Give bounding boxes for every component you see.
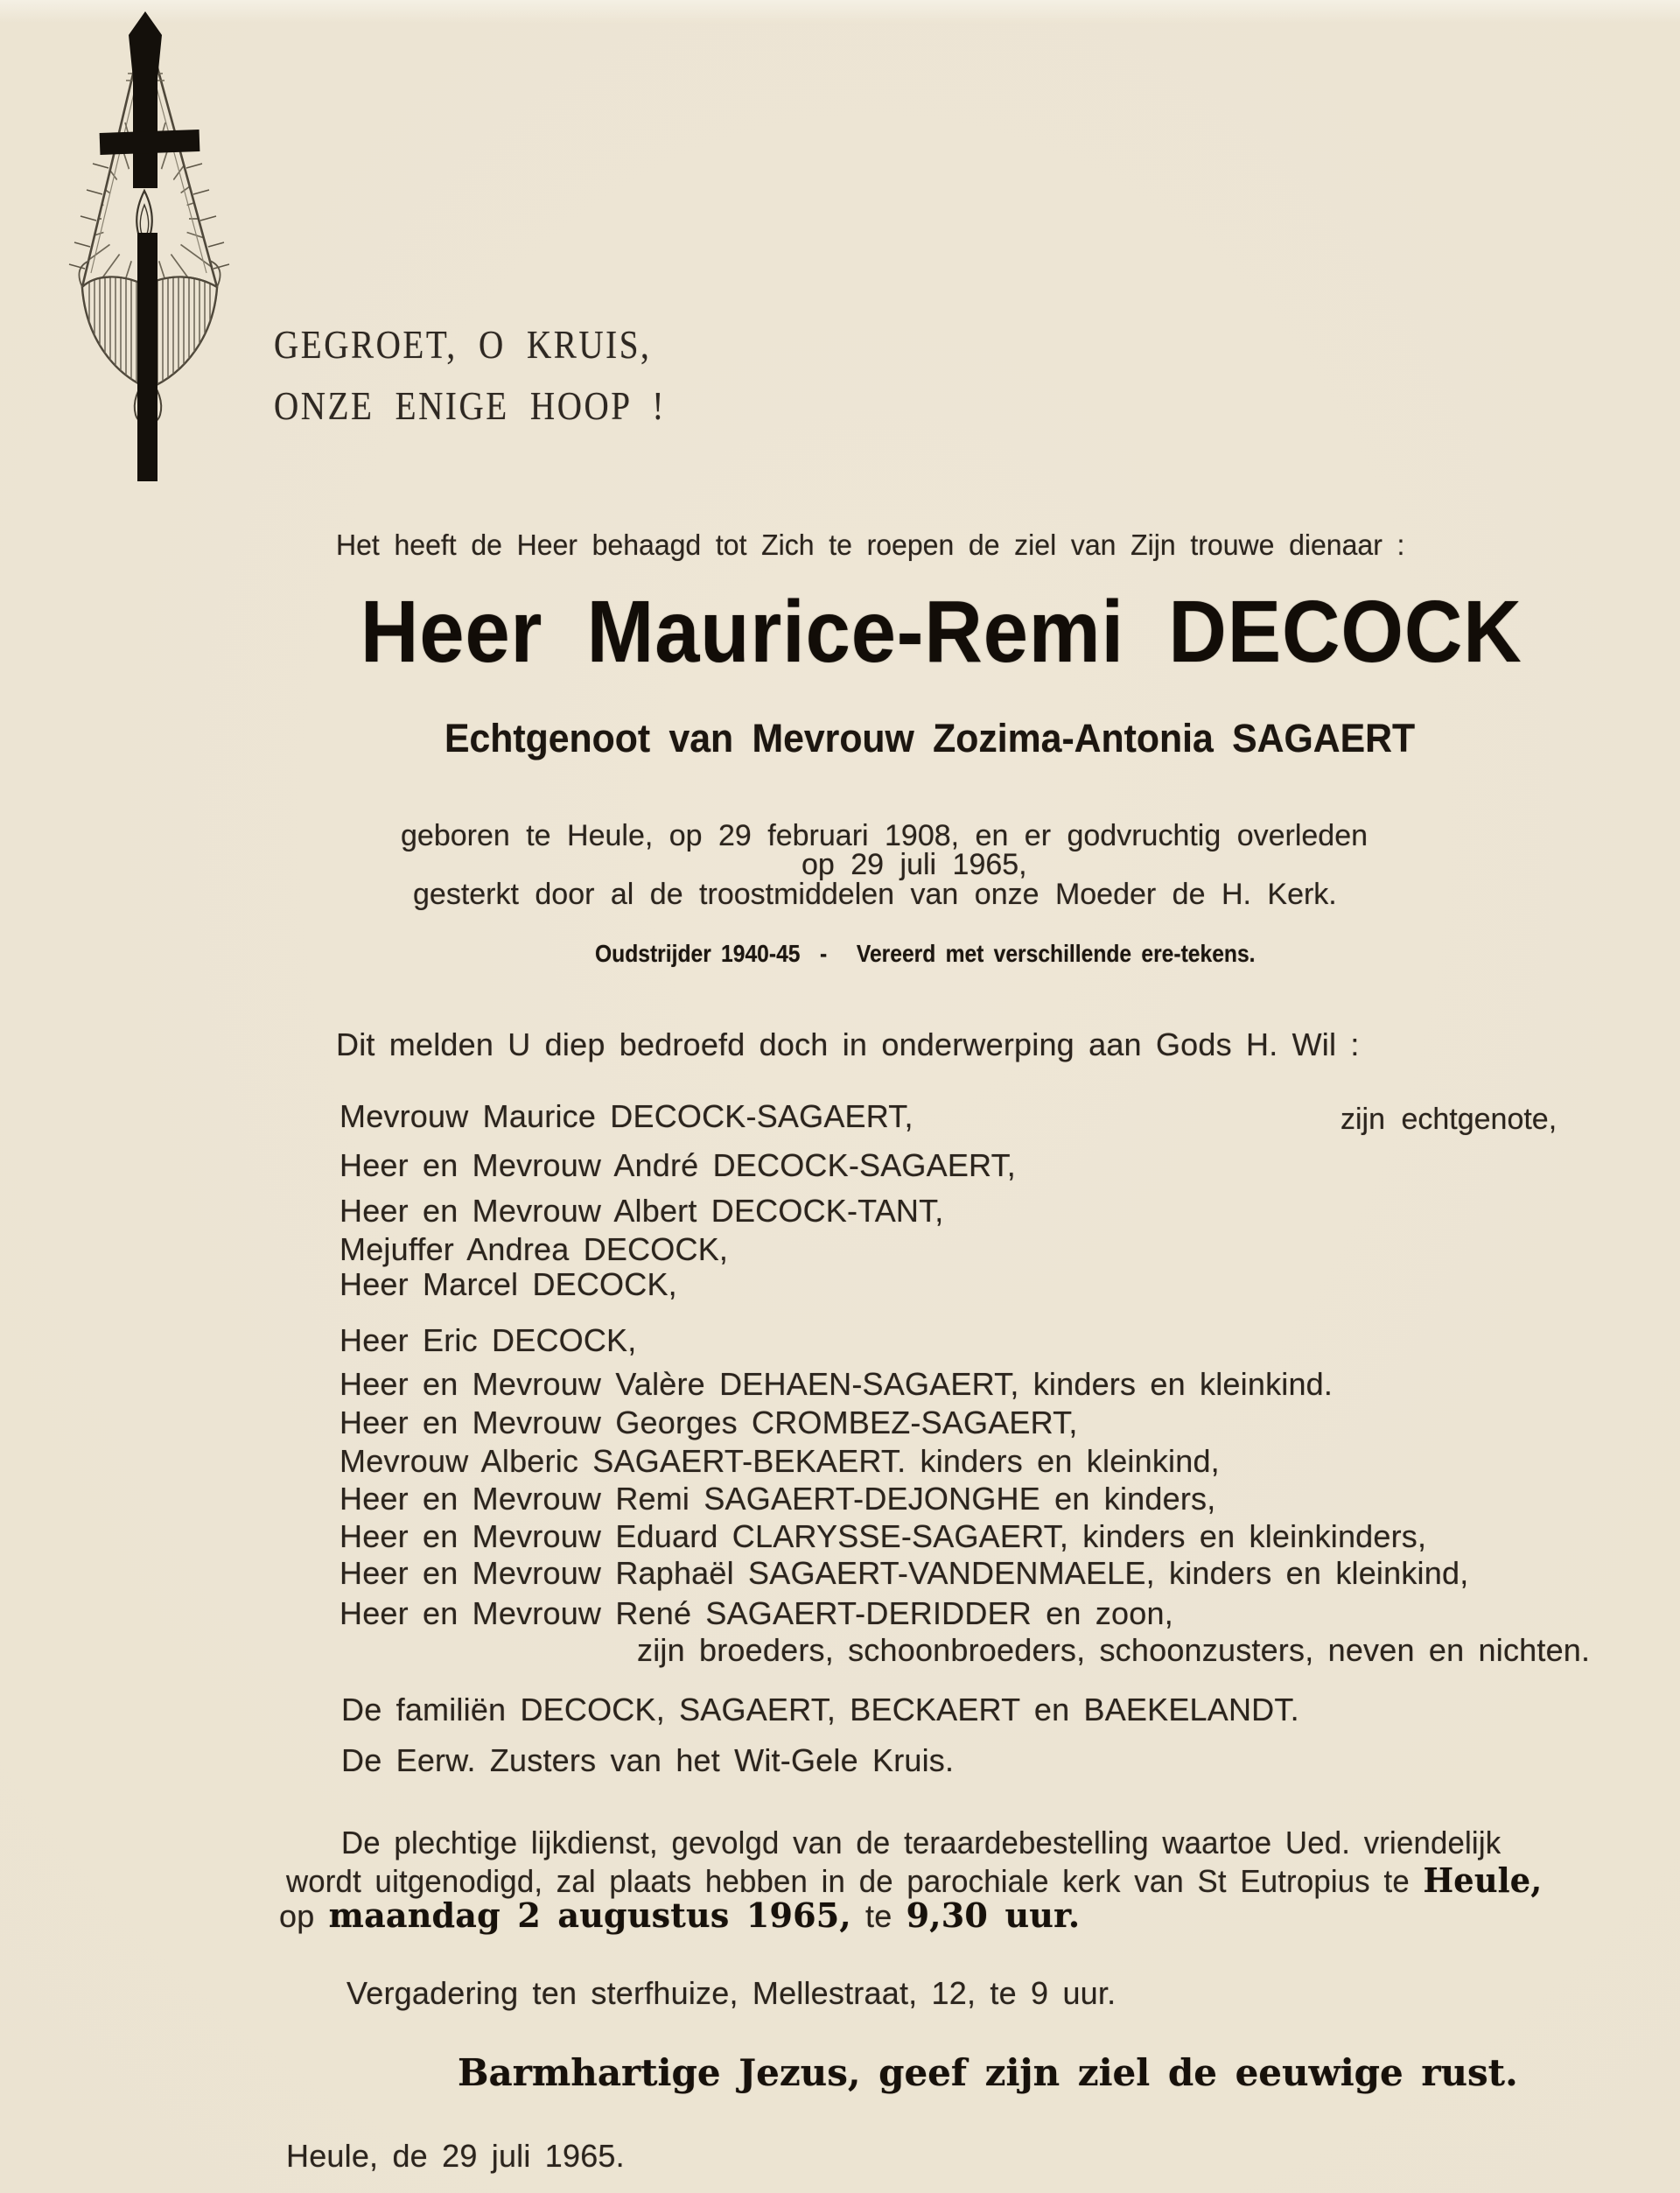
sisters-line: De Eerw. Zusters van het Wit-Gele Kruis.: [341, 1742, 955, 1778]
born-line: geboren te Heule, op 29 februari 1908, en er godvruchtig overleden: [401, 819, 1368, 852]
family-row: Heer en Mevrouw Remi SAGAERT-DEJONGHE en kinders,: [340, 1481, 1216, 1517]
announcement-line: Dit melden U diep bedroefd doch in onderwerping aan Gods H. Wil :: [336, 1026, 1360, 1062]
family-relatives-line: zijn broeders, schoonbroeders, schoonzusters, neven en nichten.: [637, 1632, 1591, 1668]
family-row: Heer en Mevrouw Albert DECOCK-TANT,: [340, 1193, 944, 1229]
family-row: Heer Eric DECOCK,: [340, 1322, 637, 1358]
deceased-name: Heer Maurice-Remi DECOCK: [360, 583, 1522, 681]
family-row: Heer en Mevrouw René SAGAERT-DERIDDER en zoon,: [340, 1595, 1173, 1631]
motto-line-1: GEGROET, O KRUIS,: [274, 322, 652, 367]
cross: [100, 11, 200, 481]
veteran-line: Oudstrijder 1940-45 - Vereerd met verschillende ere-tekens.: [595, 940, 1256, 967]
died-line: op 29 juli 1965,: [802, 848, 1027, 881]
family-row: Heer en Mevrouw André DECOCK-SAGAERT,: [340, 1147, 1017, 1183]
sacraments-line: gesterkt door al de troostmiddelen van onze Moeder de H. Kerk.: [413, 878, 1337, 911]
families-line: De familiën DECOCK, SAGAERT, BECKAERT en BAEKELANDT.: [341, 1692, 1299, 1727]
dateline: Heule, de 29 juli 1965.: [286, 2138, 625, 2174]
service-time: 9,30 uur.: [906, 1895, 1081, 1935]
family-row: Heer en Mevrouw Georges CROMBEZ-SAGAERT,: [340, 1405, 1078, 1440]
family-widow-relation: zijn echtgenote,: [1340, 1103, 1558, 1136]
service-line-3-mid: te: [850, 1898, 906, 1934]
intro-line: Het heeft de Heer behaagd tot Zich te roepen de ziel van Zijn trouwe dienaar :: [336, 529, 1405, 561]
gathering-line: Vergadering ten sterfhuize, Mellestraat, 12, te 9 uur.: [346, 1975, 1116, 2011]
motto-line-2: ONZE ENIGE HOOP !: [274, 383, 666, 428]
service-line-2-text: wordt uitgenodigd, zal plaats hebben in de parochiale kerk van St Eutropius te: [286, 1863, 1424, 1899]
spouse-line: Echtgenoot van Mevrouw Zozima-Antonia SAGAERT: [444, 716, 1416, 760]
service-date: maandag 2 augustus 1965,: [328, 1895, 851, 1935]
prayer-line: Barmhartige Jezus, geef zijn ziel de eeuwige rust.: [458, 2051, 1518, 2094]
service-line-3: [279, 1895, 1081, 1935]
family-row: Heer en Mevrouw Valère DEHAEN-SAGAERT, kinders en kleinkind.: [340, 1366, 1334, 1402]
family-widow-name: Mevrouw Maurice DECOCK-SAGAERT,: [340, 1098, 914, 1134]
family-row: Mejuffer Andrea DECOCK,: [340, 1231, 729, 1267]
family-row: Mevrouw Alberic SAGAERT-BEKAERT. kinders en kleinkind,: [340, 1443, 1220, 1479]
service-line-2: [286, 1860, 1543, 1900]
service-line-1: De plechtige lijkdienst, gevolgd van de teraardebestelling waartoe Ued. vriendelijk: [341, 1825, 1502, 1860]
service-place: Heule,: [1423, 1860, 1543, 1900]
cross-candle-emblem-icon: [42, 11, 256, 485]
service-line-3-prefix: op: [279, 1898, 329, 1934]
family-row: Heer Marcel DECOCK,: [340, 1266, 677, 1302]
family-row: Heer en Mevrouw Eduard CLARYSSE-SAGAERT, kinders en kleinkinders,: [340, 1518, 1427, 1554]
family-row: Heer en Mevrouw Raphaël SAGAERT-VANDENMAELE, kinders en kleinkind,: [340, 1555, 1469, 1591]
